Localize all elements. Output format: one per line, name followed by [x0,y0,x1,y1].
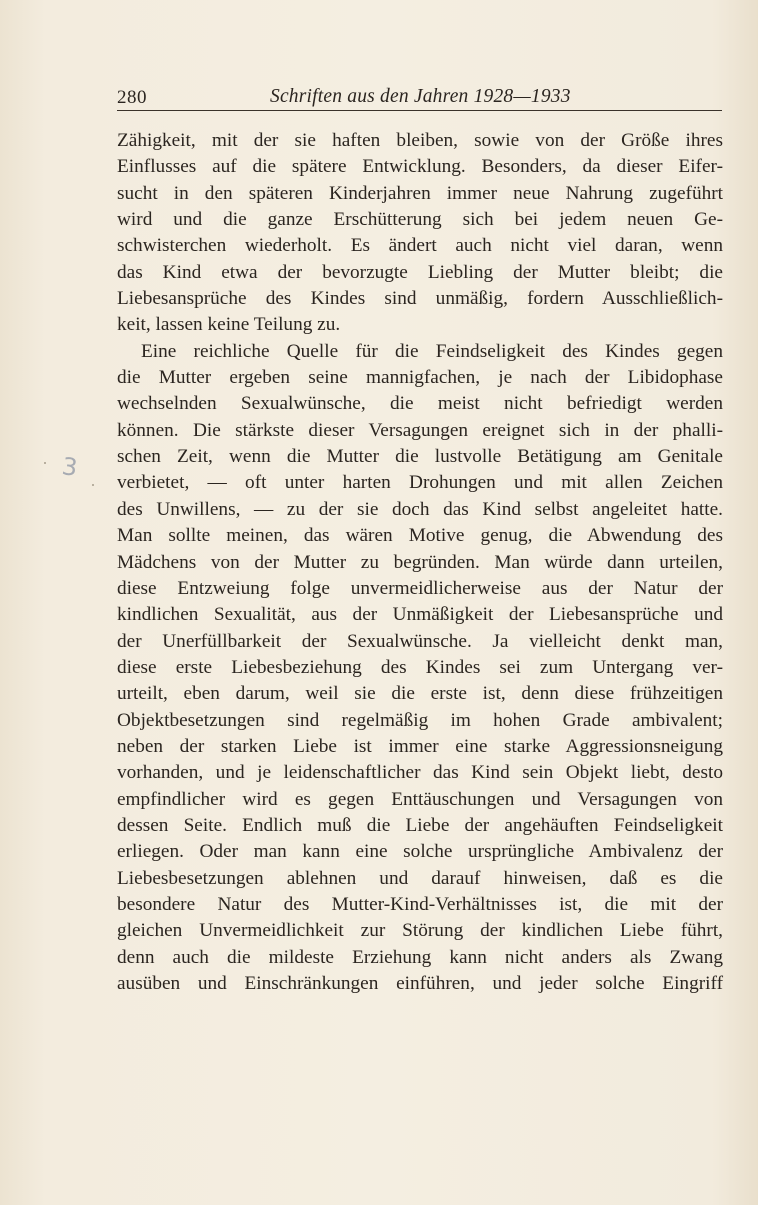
text-line: wird und die ganze Erschütterung sich bei jedem neuen Ge- [117,209,723,231]
text-line: diese erste Liebesbeziehung des Kindes sei zum Untergang ver- [117,656,723,678]
text-line: sucht in den späteren Kinderjahren immer neue Nahrung zugeführt [117,182,723,204]
text-line: neben der starken Liebe ist immer eine starke Aggressionsneigung [117,735,723,757]
text-line: die Mutter ergeben seine mannigfachen, je nach der Libidophase [117,367,723,389]
text-line: wechselnden Sexualwünsche, die meist nicht befriedigt werden [117,393,723,415]
text-line: diese Entzweiung folge unvermeidlicherweise aus der Natur der [117,577,723,599]
text-line: Einflusses auf die spätere Entwicklung. Besonders, da dieser Eifer- [117,156,723,178]
text-line: Man sollte meinen, das wären Motive genug, die Abwendung des [117,525,723,547]
text-line: ausüben und Einschränkungen einführen, und jeder solche Eingriff [117,973,723,994]
text-line: Zähigkeit, mit der sie haften bleiben, sowie von der Größe ihres [117,130,723,151]
text-line: erliegen. Oder man kann eine solche ursprüngliche Ambivalenz der [117,841,723,863]
text-line: vorhanden, und je leidenschaftlicher das Kind sein Objekt liebt, desto [117,762,723,784]
margin-pencil-note: 3 [60,452,80,482]
text-line: besondere Natur des Mutter-Kind-Verhältnisses ist, die mit der [117,893,723,915]
page-number: 280 [117,87,147,108]
text-line: schwisterchen wiederholt. Es ändert auch nicht viel daran, wenn [117,235,723,257]
paragraph-2 [117,339,723,998]
text-line: dessen Seite. Endlich muß die Liebe der angehäuften Feindseligkeit [117,814,723,836]
paper-speck [44,462,46,464]
page-header [117,84,722,111]
text-line: keit, lassen keine Teilung zu. [117,314,341,336]
text-line: Liebesbesetzungen ablehnen und darauf hinweisen, daß es die [117,867,723,889]
text-line: das Kind etwa der bevorzugte Liebling der Mutter bleibt; die [117,261,723,283]
text-line: schen Zeit, wenn die Mutter die lustvolle Betätigung am Genitale [117,446,723,468]
text-line: Objektbesetzungen sind regelmäßig im hohen Grade ambivalent; [117,709,723,731]
paragraph-1 [117,128,723,339]
text-line: denn auch die mildeste Erziehung kann nicht anders als Zwang [117,946,723,968]
paper-speck [92,484,94,486]
text-line: gleichen Unvermeidlichkeit zur Störung der kindlichen Liebe führt, [117,920,723,942]
text-line: Liebesansprüche des Kindes sind unmäßig, fordern Ausschließlich- [117,288,723,310]
text-line: Eine reichliche Quelle für die Feindseligkeit des Kindes gegen [141,340,723,362]
text-line: urteilt, eben darum, weil sie die erste ist, denn diese frühzeitigen [117,683,723,705]
text-line: kindlichen Sexualität, aus der Unmäßigkeit der Liebesansprüche und [117,604,723,626]
text-line: Mädchens von der Mutter zu begründen. Man würde dann urteilen, [117,551,723,573]
body-text [117,128,723,997]
text-line: der Unerfüllbarkeit der Sexualwünsche. Ja vielleicht denkt man, [117,630,723,652]
text-line: empfindlicher wird es gegen Enttäuschungen und Versagungen von [117,788,723,810]
text-line: können. Die stärkste dieser Versagungen ereignet sich in der phalli- [117,419,723,441]
text-line: des Unwillens, — zu der sie doch das Kind selbst angeleitet hatte. [117,498,723,520]
running-title: Schriften aus den Jahren 1928—1933 [270,86,571,107]
text-line: verbietet, — oft unter harten Drohungen und mit allen Zeichen [117,472,723,494]
